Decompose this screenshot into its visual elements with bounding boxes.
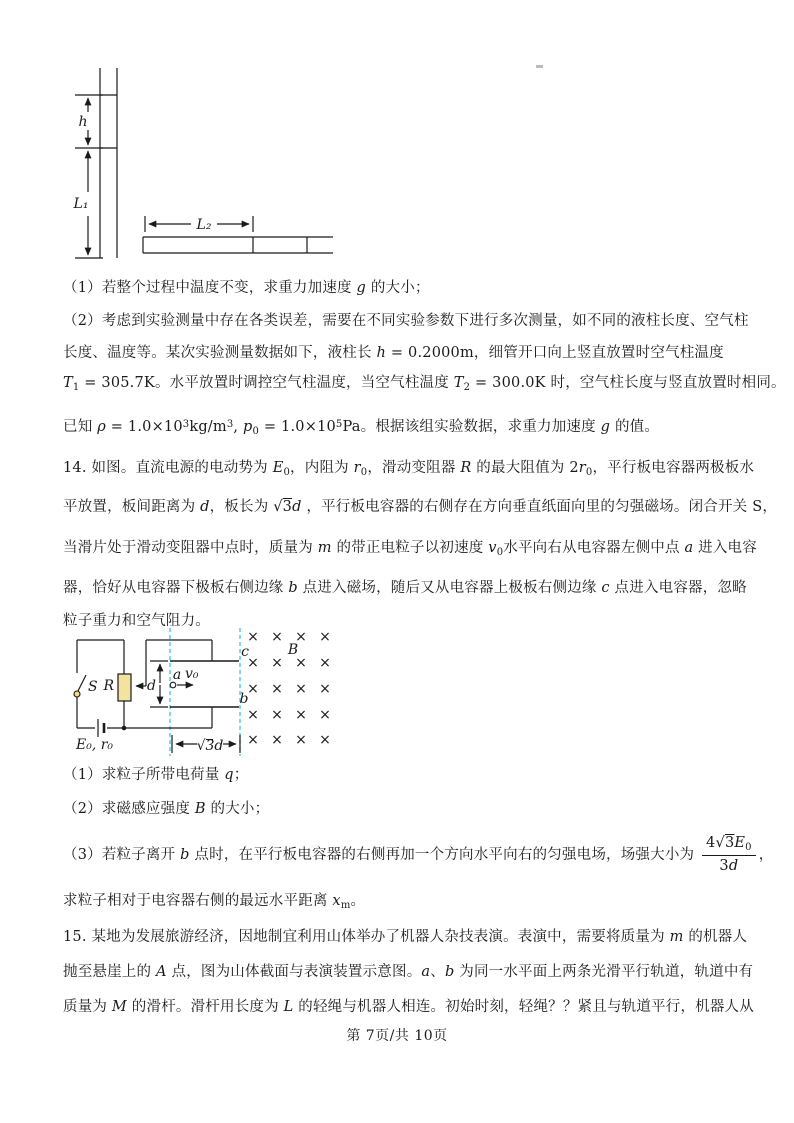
label-switch-S: S	[88, 679, 98, 695]
q14-sub1-line: （1）求粒子所带电荷量 q；	[63, 767, 249, 783]
svg-text:×: ×	[295, 629, 307, 645]
label-battery-E0-r0: E₀, r₀	[76, 737, 114, 753]
rheostat-body	[118, 674, 131, 701]
q14-sub3-line1: （3）若粒子离开 b 点时，在平行板电容器的右侧再加一个方向水平向右的匀强电场，场强大小为 $\frac{4√3E_0}{3d}$ ，	[63, 835, 774, 874]
label-plate-length-sqrt3d: √3d	[196, 738, 224, 754]
svg-text:×: ×	[319, 629, 331, 645]
circuit-capacitor-figure	[60, 623, 360, 765]
q14-stem-line2: 平放置，板间距离为 d，板长为 √3d ，平行板电容器的右侧存在方向垂直纸面向里的匀强磁场。闭合开关 S，	[63, 499, 778, 515]
svg-text:×: ×	[247, 707, 259, 723]
q13-part2-line4: 已知 $\rho = 1.0\times 10^3kg/m^3$, $p_0 = 1.0\times 10^5Pa$。根据该组实验数据，求重力加速度 g 的值。	[63, 419, 660, 437]
svg-text:×: ×	[319, 732, 331, 748]
label-field-B: B	[287, 642, 299, 658]
q15-stem-line2: 抛至悬崖上的 A 点，图为山体截面与表演装置示意图。a、b 为同一水平面上两条光滑平行轨道，轨道中有	[63, 964, 754, 980]
q14-stem-line3: 当滑片处于滑动变阻器中点时，质量为 m 的带正电粒子以初速度 $v_0$水平向右从电容器左侧中点 a 进入电容	[63, 540, 757, 558]
label-point-a: a	[172, 667, 182, 683]
switch-pivot	[74, 691, 80, 697]
svg-text:×: ×	[295, 655, 307, 671]
svg-text:×: ×	[247, 629, 259, 645]
q15-stem-line1: 15. 某地为发展旅游经济，因地制宜利用山体举办了机器人杂技表演。表演中，需要将质量为 m 的机器人	[63, 929, 748, 945]
svg-text:×: ×	[319, 655, 331, 671]
svg-text:×: ×	[271, 629, 283, 645]
svg-text:×: ×	[271, 707, 283, 723]
print-artifact	[536, 65, 543, 68]
svg-text:×: ×	[247, 732, 259, 748]
label-L1: L₁	[73, 196, 89, 212]
label-plate-gap-d: d	[147, 678, 156, 694]
q14-stem-line5: 粒子重力和空气阻力。	[63, 613, 210, 629]
svg-text:×: ×	[319, 707, 331, 723]
label-velocity-v0: v₀	[185, 666, 199, 682]
svg-text:×: ×	[247, 655, 259, 671]
label-rheostat-R: R	[103, 678, 114, 694]
q15-stem-line3: 质量为 M 的滑杆。滑杆用长度为 L 的轻绳与机器人相连。初始时刻，轻绳？？紧且与轨道平行，机器人从	[63, 999, 754, 1015]
field-boundary-dashed-lines	[170, 628, 240, 756]
q13-part1-line: （1）若整个过程中温度不变，求重力加速度 g 的大小；	[63, 280, 430, 296]
label-point-b: b	[239, 691, 249, 707]
junction-dot	[122, 726, 127, 731]
q14-sub3-line2: 求粒子相对于电容器右侧的最远水平距离 $x_m$。	[63, 893, 366, 911]
svg-text:×: ×	[247, 681, 259, 697]
label-point-c: c	[241, 644, 249, 660]
q14-sub2-line: （2）求磁感应强度 B 的大小；	[63, 801, 270, 817]
svg-text:×: ×	[271, 732, 283, 748]
svg-text:×: ×	[271, 655, 283, 671]
label-h: h	[78, 114, 88, 130]
q13-part2-line1: （2）考虑到实验测量中存在各类误差，需要在不同实验参数下进行多次测量，如不同的液柱长度、空气柱	[63, 313, 749, 329]
q13-part2-line2: 长度、温度等。某次实验测量数据如下，液柱长 h = 0.2000m，细管开口向上竖直放置时空气柱温度	[63, 345, 724, 361]
svg-text:×: ×	[319, 681, 331, 697]
particle-entry-point	[170, 682, 176, 688]
q14-stem-line4: 器，恰好从电容器下极板右侧边缘 b 点进入磁场，随后又从电容器上极板右侧边缘 c 点进入电容器，忽略	[63, 580, 747, 596]
page-number: 第 7页/共 10页	[346, 1028, 448, 1044]
gas-column-figure	[55, 58, 355, 263]
q14-stem-line1: 14. 如图。直流电源的电动势为 $E_0$，内阻为 $r_0$，滑动变阻器 R 的最大阻值为 $2r_0$，平行板电容器两极板水	[63, 460, 755, 478]
svg-text:×: ×	[295, 732, 307, 748]
svg-text:×: ×	[271, 681, 283, 697]
q13-part2-line3: $T_1 = 305.7K$。水平放置时调控空气柱温度，当空气柱温度 $T_2 = 300.0K$ 时，空气柱长度与竖直放置时相同。	[63, 375, 786, 393]
label-L2: L₂	[196, 217, 212, 233]
svg-text:×: ×	[295, 707, 307, 723]
svg-text:×: ×	[295, 681, 307, 697]
